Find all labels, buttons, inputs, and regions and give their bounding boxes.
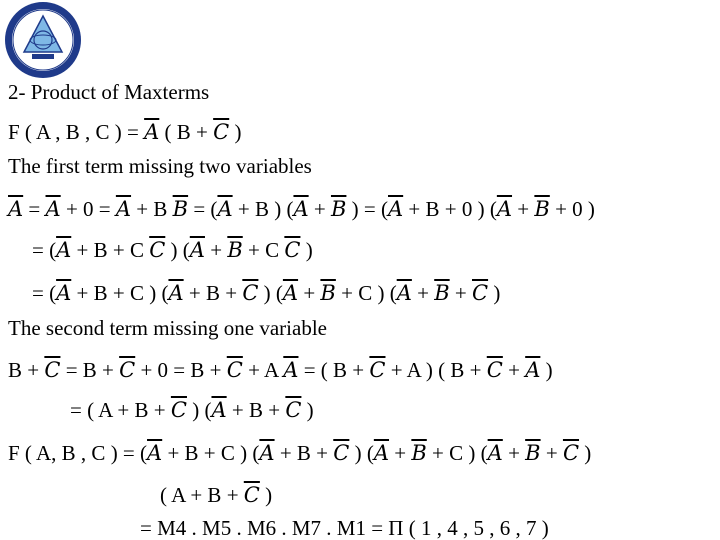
function-full-expansion: F ( A, B , C ) = ($\overline{A} + B + C$ ) ($\overline{A} + B + \overline{C}$ ) ($\overline{A} + \overline{B} + C$ ) ($\overline{A} + \overline{B} + \overline{C}$ ) <box>8 441 592 465</box>
function-term2-var: $\overline{C}$ <box>213 120 230 144</box>
second-term-expansion-1: $B + \overline{C} = B + \overline{C} + 0 = B + \overline{C} + A$ $\overline{A}$ = ( $B + \overline{C} + A$ ) ( $B + \overline{C} + \overline{A}$ ) <box>8 358 553 382</box>
final-maxterm-product: = M4 . M5 . M6 . M7 . M1 = Π ( 1 , 4 , 5 , 6 , 7 ) <box>140 516 549 540</box>
function-definition <box>8 120 241 144</box>
function-full-expansion-cont: ( $A + B + \overline{C}$ ) <box>160 483 273 507</box>
function-term2-close: ) <box>229 120 242 144</box>
first-term-label: The first term missing two variables <box>8 154 312 178</box>
section-heading: 2- Product of Maxterms <box>8 80 210 104</box>
second-term-expansion-2: = ( $A + B + \overline{C}$ ) ($\overline{A} + B + \overline{C}$ ) <box>70 398 314 422</box>
first-term-expansion-2: = ($\overline{A} + B + C$ $\overline{C}$ ) ($\overline{A} + \overline{B} + C$ $\overline{C}$ ) <box>32 238 313 262</box>
second-term-label: The second term missing one variable <box>8 316 327 340</box>
function-term1-var: $\overline{A}$ <box>144 120 160 144</box>
function-term2-open: ( B + <box>159 120 208 144</box>
university-seal-logo <box>2 0 84 80</box>
first-term-expansion-1: $\overline{A} = \overline{A} + 0 = \overline{A} + B$ $\overline{B} = (\overline{A} + B$ ) ($\overline{A} + \overline{B}$ ) = ($\overline{A} + B + 0$ ) ($\overline{A} + \overline{B} + 0$ ) <box>8 197 595 221</box>
function-lhs: F ( A , B , C ) = <box>8 120 139 144</box>
first-term-expansion-3: = ($\overline{A} + B + C$ ) ($\overline{A} + B + \overline{C}$ ) ($\overline{A} + \overline{B} + C$ ) ($\overline{A} + \overline{B} + \overline{C}$ ) <box>32 281 501 305</box>
